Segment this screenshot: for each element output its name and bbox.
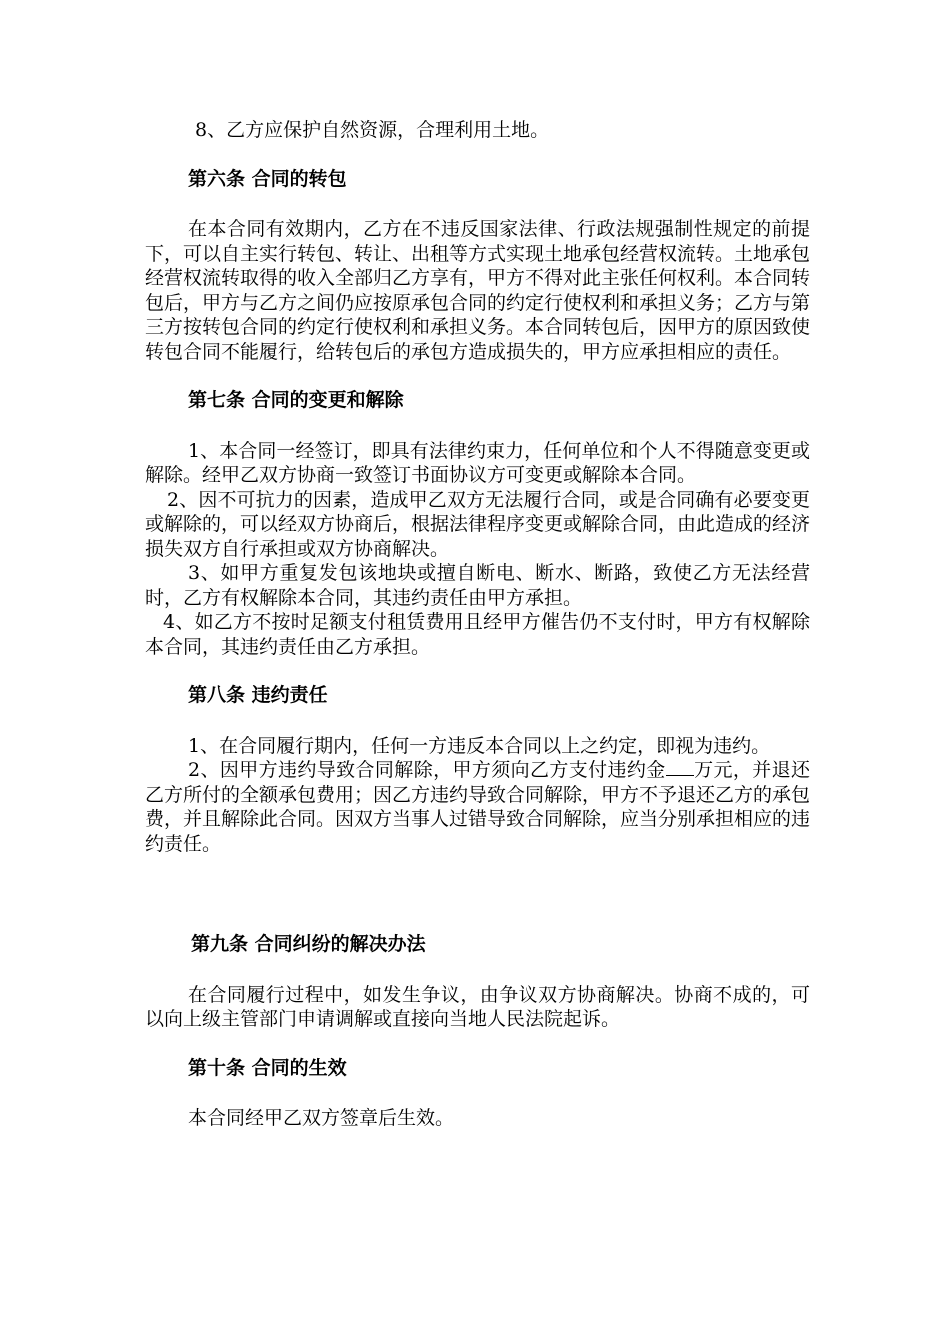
article-6-heading: 第六条 合同的转包 bbox=[188, 167, 347, 190]
document-page bbox=[145, 118, 810, 1131]
item-8: 8、乙方应保护自然资源，合理利用土地。 bbox=[195, 119, 550, 141]
article-8-clause-2-text-before: 2、因甲方违约导致合同解除，甲方须向乙方支付违约金 bbox=[188, 759, 666, 781]
article-8-clause-2-text-after: 万元，并退还乙方所付的全额承包费用；因乙方违约导致合同解除，甲方不予退还乙方的承包费，并且解除此合同。因双方当事人过错导致合同解除，应当分别承担相应的违约责任。 bbox=[145, 759, 811, 855]
article-8-heading: 第八条 违约责任 bbox=[188, 684, 328, 706]
article-7-clause-1: 1、本合同一经签订，即具有法律约束力，任何单位和个人不得随意变更或解除。经甲乙双方协商一致签订书面协议方可变更或解除本合同。 bbox=[145, 439, 810, 486]
penalty-amount-blank bbox=[666, 759, 694, 776]
article-6-body: 在本合同有效期内，乙方在不违反国家法律、行政法规强制性规定的前提下，可以自主实行转包、转让、出租等方式实现土地承包经营权流转。土地承包经营权流转取得的收入全部归乙方享有，甲方不得对此主张任何权利。本合同转包后，甲方与乙方之间仍应按原承包合同的约定行使权利和承担义务；乙方与第三方按转包合同的约定行使权利和承担义务。本合同转包后，因甲方的原因致使转包合同不能履行，给转包后的承包方造成损失的，甲方应承担相应的责任。 bbox=[145, 218, 811, 363]
article-8-clause-2 bbox=[145, 758, 810, 856]
article-10-heading: 第十条 合同的生效 bbox=[188, 1056, 347, 1079]
article-7-clause-2: 2、因不可抗力的因素，造成甲乙双方无法履行合同，或是合同确有必要变更或解除的，可以经双方协商后，根据法律程序变更或解除合同，由此造成的经济损失双方自行承担或双方协商解决。 bbox=[145, 488, 811, 560]
article-7-heading: 第七条 合同的变更和解除 bbox=[188, 389, 404, 411]
article-9-body: 在合同履行过程中，如发生争议，由争议双方协商解决。协商不成的，可以向上级主管部门申请调解或直接向当地人民法院起诉。 bbox=[145, 983, 810, 1030]
article-10-body: 本合同经甲乙双方签章后生效。 bbox=[188, 1107, 455, 1129]
article-7-clause-4: 4、如乙方不按时足额支付租赁费用且经甲方催告仍不支付时，甲方有权解除本合同，其违约责任由乙方承担。 bbox=[145, 611, 810, 658]
article-7-clause-3: 3、如甲方重复发包该地块或擅自断电、断水、断路，致使乙方无法经营时，乙方有权解除本合同，其违约责任由甲方承担。 bbox=[145, 562, 810, 609]
article-9-heading: 第九条 合同纠纷的解决办法 bbox=[191, 933, 426, 955]
article-8-clause-1: 1、在合同履行期内，任何一方违反本合同以上之约定，即视为违约。 bbox=[188, 734, 771, 757]
